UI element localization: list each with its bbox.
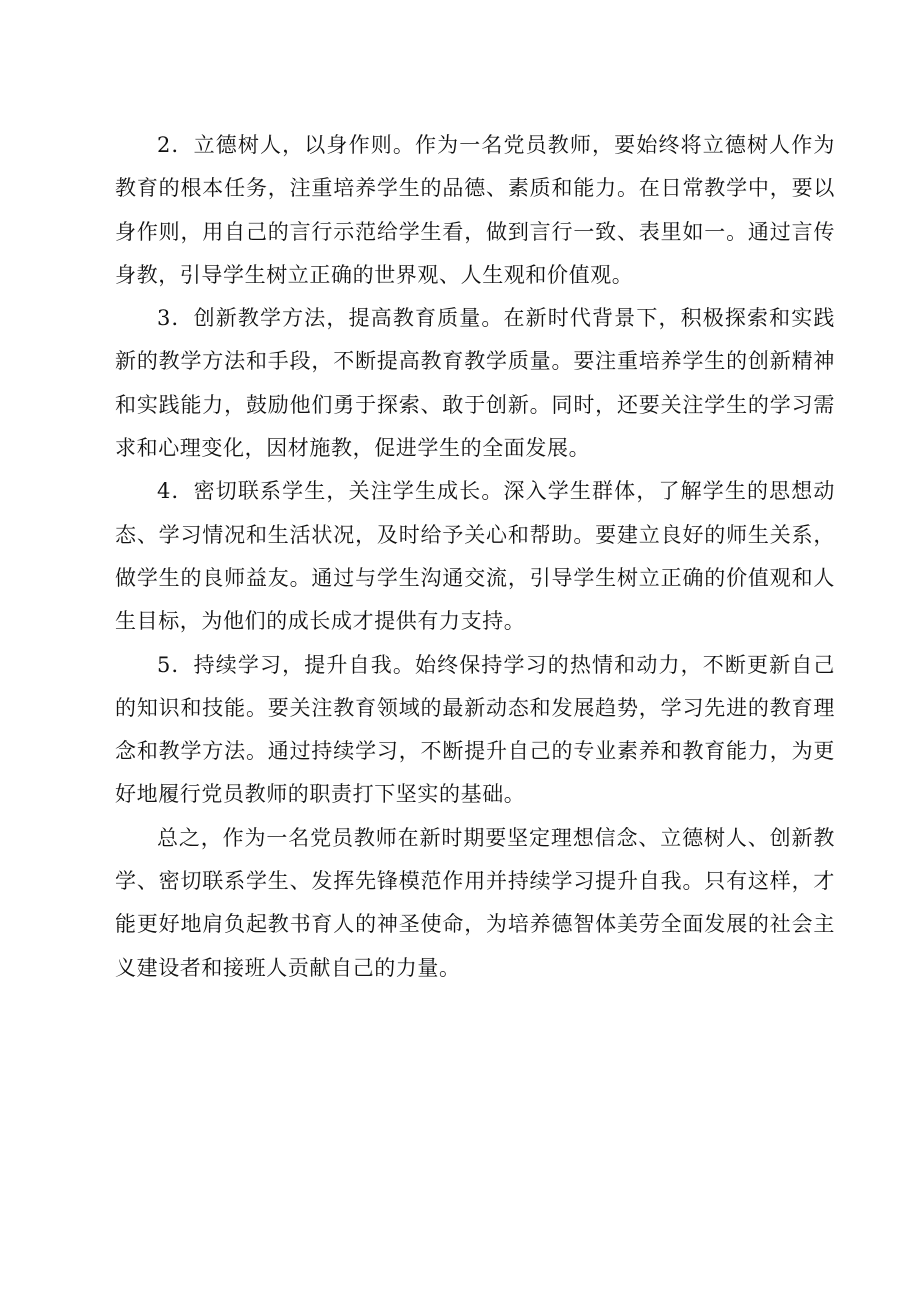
paragraph-2-moral-education: 2．立德树人，以身作则。作为一名党员教师，要始终将立德树人作为教育的根本任务，注重培养学生的品德、素质和能力。在日常教学中，要以身作则，用自己的言行示范给学生看，做到言行一致、表里如一。通过言传身教，引导学生树立正确的世界观、人生观和价值观。 [115, 133, 835, 287]
paragraph-3-teaching-innovation: 3．创新教学方法，提高教育质量。在新时代背景下，积极探索和实践新的教学方法和手段，不断提高教育教学质量。要注重培养学生的创新精神和实践能力，鼓励他们勇于探索、敢于创新。同时，还要关注学生的学习需求和心理变化，因材施教，促进学生的全面发展。 [115, 306, 835, 461]
document-page [115, 124, 835, 990]
paragraph-4-student-connection: 4．密切联系学生，关注学生成长。深入学生群体，了解学生的思想动态、学习情况和生活状况，及时给予关心和帮助。要建立良好的师生关系，做学生的良师益友。通过与学生沟通交流，引导学生树立正确的价值观和人生目标，为他们的成长成才提供有力支持。 [115, 479, 835, 634]
paragraph-5-continuous-learning: 5．持续学习，提升自我。始终保持学习的热情和动力，不断更新自己的知识和技能。要关注教育领域的最新动态和发展趋势，学习先进的教育理念和教学方法。通过持续学习，不断提升自己的专业素养和教育能力，为更好地履行党员教师的职责打下坚实的基础。 [115, 652, 835, 807]
paragraph-conclusion: 总之，作为一名党员教师在新时期要坚定理想信念、立德树人、创新教学、密切联系学生、发挥先锋模范作用并持续学习提升自我。只有这样，才能更好地肩负起教书育人的神圣使命，为培养德智体美劳全面发展的社会主义建设者和接班人贡献自己的力量。 [115, 825, 835, 980]
